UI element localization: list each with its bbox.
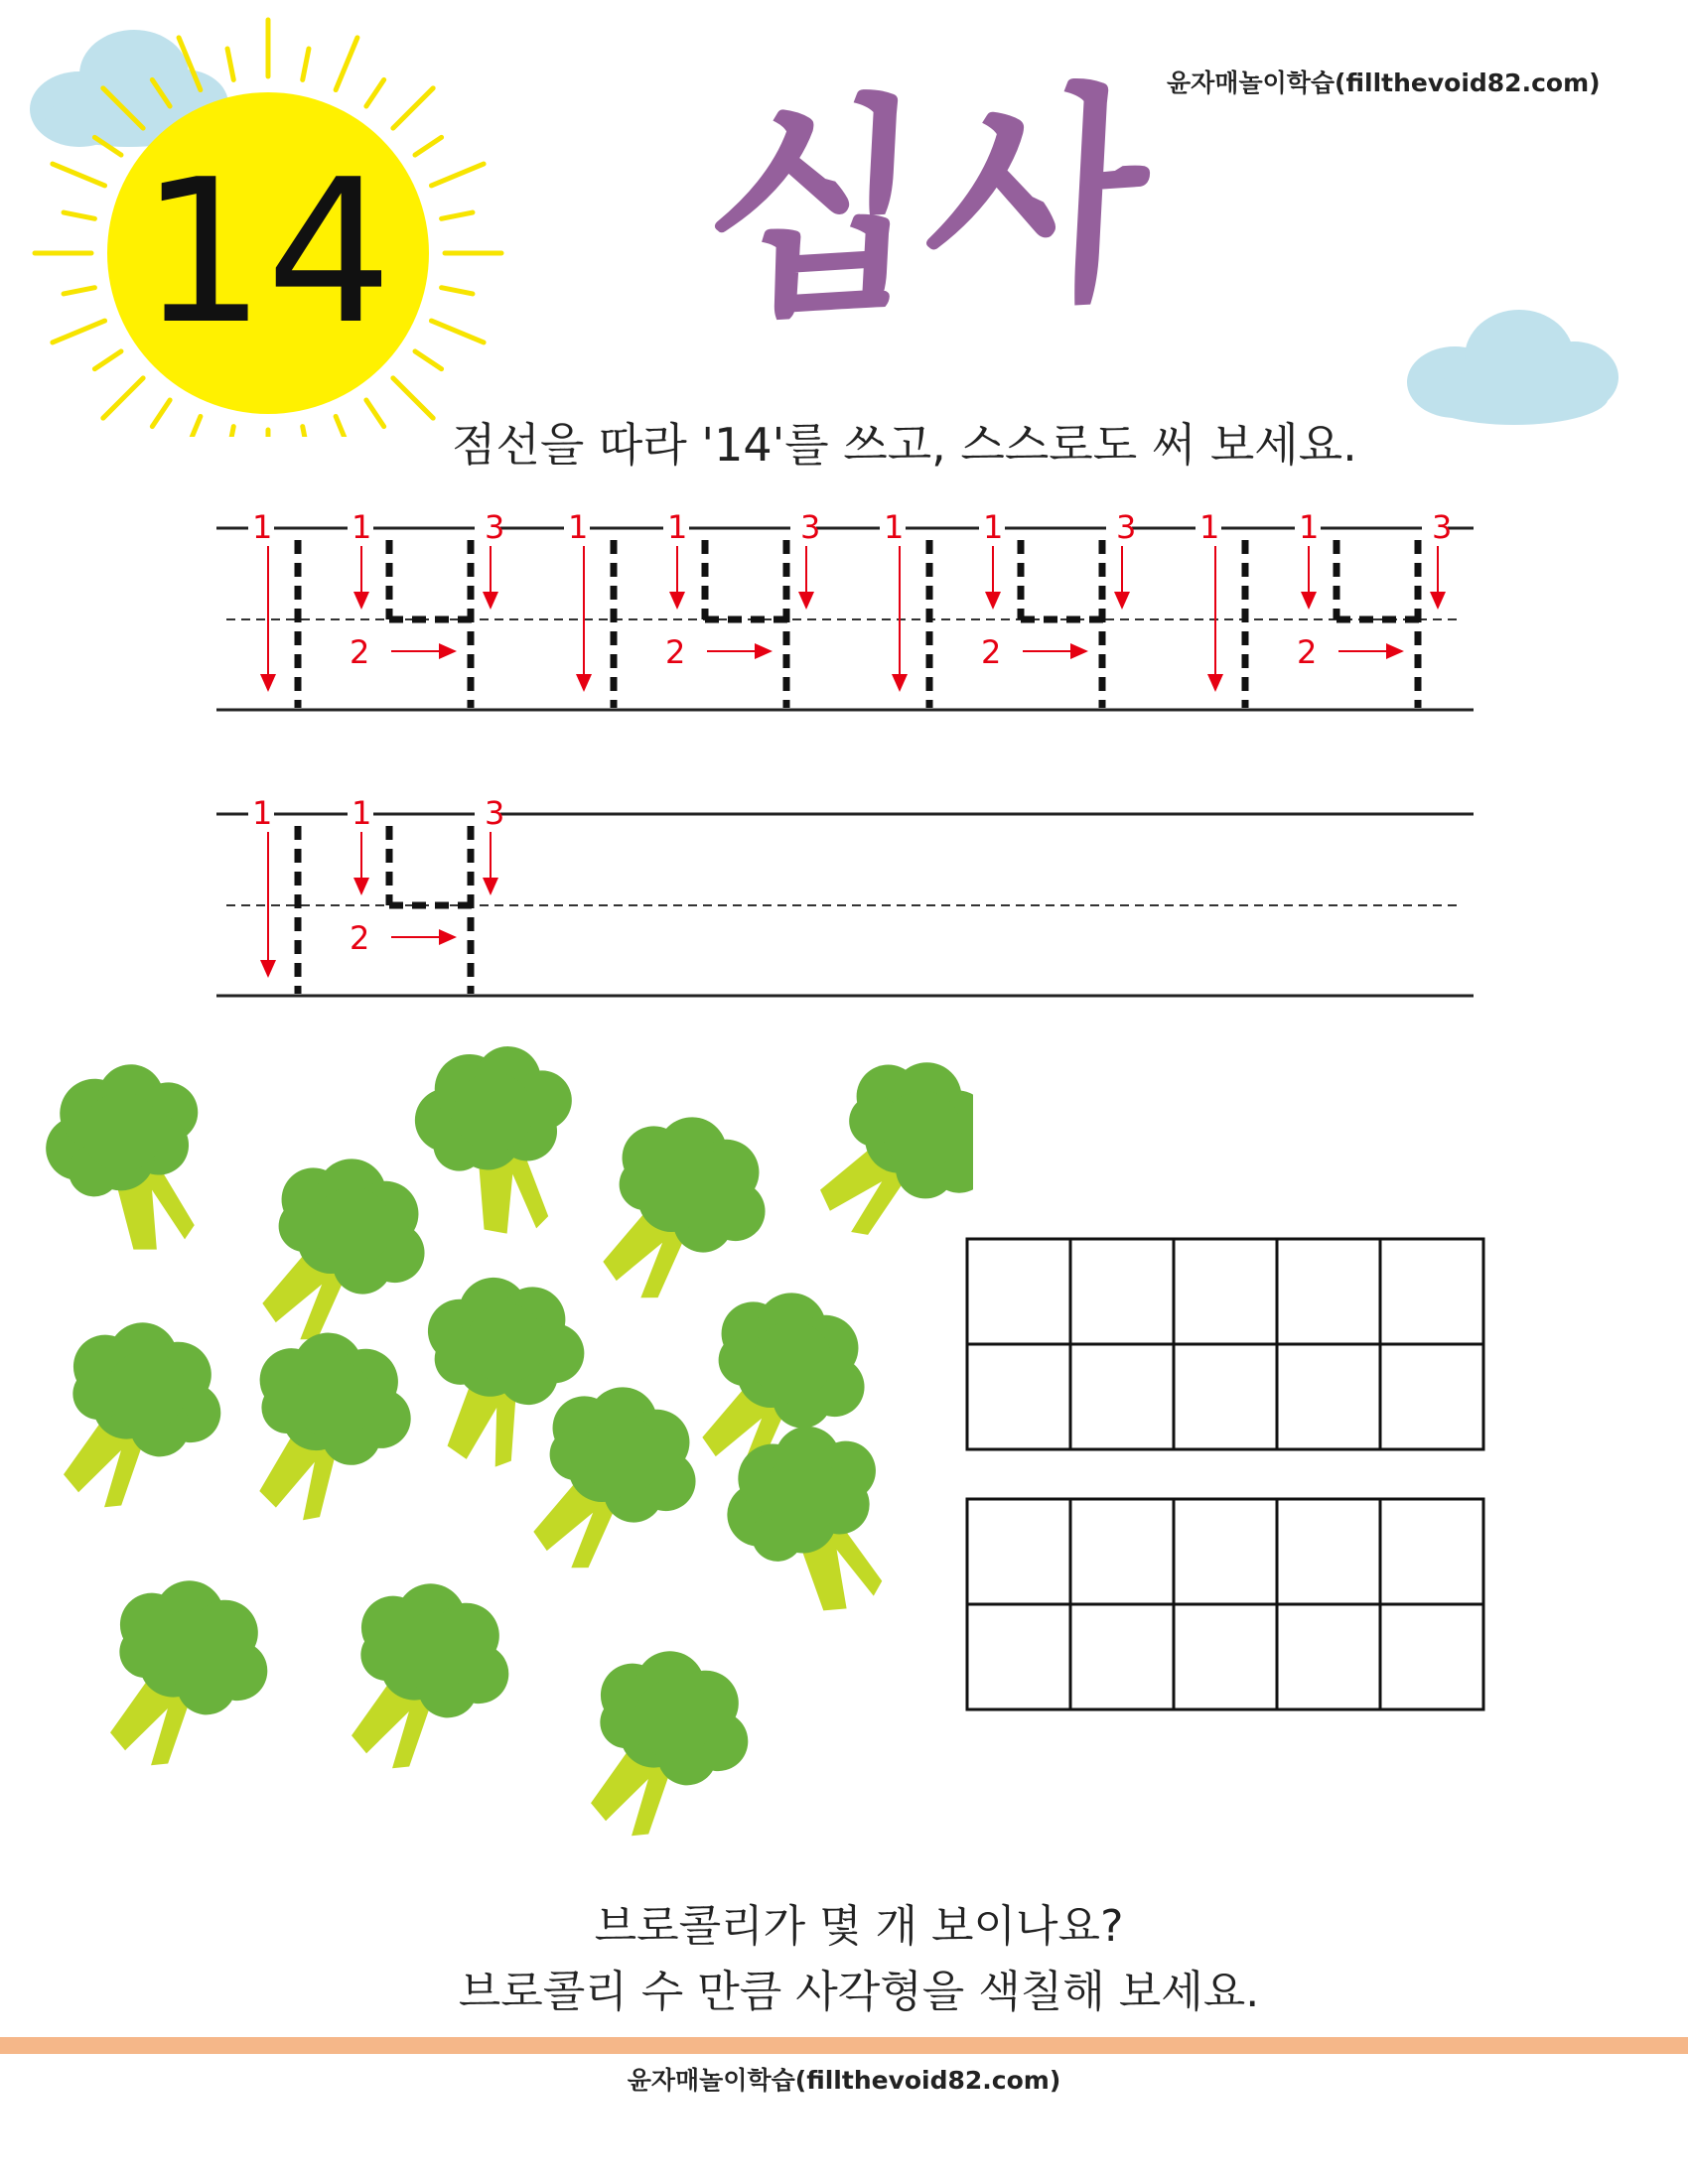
stroke-number: 1 [1299, 508, 1320, 546]
stroke-number: 2 [981, 633, 1002, 671]
frame-cell[interactable] [967, 1604, 1070, 1709]
question-text [0, 1894, 1688, 2025]
frame-cell[interactable] [1070, 1344, 1174, 1449]
traceable-digit[interactable] [880, 508, 1136, 708]
frame-cell[interactable] [1380, 1239, 1483, 1344]
traceable-digit[interactable] [564, 508, 820, 708]
stroke-number: 1 [1199, 508, 1220, 546]
frame-cell[interactable] [1174, 1499, 1277, 1604]
frame-cell[interactable] [1277, 1344, 1380, 1449]
stroke-number: 3 [1432, 508, 1453, 546]
sun-badge [0, 0, 516, 437]
stroke-number: 3 [800, 508, 821, 546]
stroke-number: 3 [485, 794, 505, 832]
page-title: 십사 [696, 62, 1156, 352]
frame-cell[interactable] [967, 1239, 1070, 1344]
broccoli-icon [558, 1088, 794, 1330]
frame-cell[interactable] [1277, 1499, 1380, 1604]
broccoli-icon [779, 1029, 973, 1273]
frame-cell[interactable] [1277, 1239, 1380, 1344]
stroke-number: 1 [983, 508, 1004, 546]
traceable-digit[interactable] [248, 508, 504, 708]
traceable-digit[interactable] [1196, 508, 1452, 708]
stroke-number: 3 [1116, 508, 1137, 546]
broccoli-icon [305, 1558, 535, 1797]
broccoli-icon [211, 1310, 434, 1545]
stroke-number: 1 [667, 508, 688, 546]
traceable-digit[interactable] [248, 794, 504, 994]
question-line-2: 브로콜리 수 만큼 사각형을 색칠해 보세요. [458, 1967, 1260, 2017]
stroke-number: 1 [252, 794, 273, 832]
stroke-number: 2 [350, 633, 370, 671]
frame-cell[interactable] [967, 1344, 1070, 1449]
frame-cell[interactable] [967, 1499, 1070, 1604]
broccoli-icon [27, 1046, 239, 1275]
frame-cell[interactable] [1380, 1499, 1483, 1604]
broccoli-icon [544, 1625, 774, 1864]
ten-frames [953, 1231, 1489, 1727]
stroke-number: 2 [665, 633, 686, 671]
footer-bar [0, 2037, 1688, 2054]
instruction-text: 점선을 따라 '14'를 쓰고, 스스로도 써 보세요. [452, 418, 1357, 472]
frame-cell[interactable] [1070, 1499, 1174, 1604]
ten-frame [967, 1239, 1483, 1449]
tracing-row [216, 508, 1474, 710]
tracing-row [216, 794, 1474, 996]
broccoli-icon [17, 1297, 247, 1536]
stroke-number: 2 [1297, 633, 1318, 671]
frame-cell[interactable] [1174, 1604, 1277, 1709]
stroke-number: 1 [352, 508, 372, 546]
broccoli-icon [404, 1036, 593, 1246]
question-line-1: 브로콜리가 몇 개 보이나요? [594, 1901, 1124, 1952]
stroke-number: 1 [568, 508, 589, 546]
stroke-number: 1 [884, 508, 905, 546]
broccoli-icon [704, 1405, 926, 1639]
frame-cell[interactable] [1277, 1604, 1380, 1709]
frame-cell[interactable] [1174, 1344, 1277, 1449]
ten-frame [967, 1499, 1483, 1709]
stroke-number: 1 [252, 508, 273, 546]
cloud-icon [1400, 298, 1628, 437]
frame-cell[interactable] [1380, 1344, 1483, 1449]
broccoli-icon [64, 1555, 294, 1794]
footer-credit: 윤자매놀이학습(fillthevoid82.com) [627, 2066, 1061, 2095]
frame-cell[interactable] [1174, 1239, 1277, 1344]
broccoli-field [0, 1023, 973, 1886]
stroke-number: 2 [350, 919, 370, 957]
header-credit: 윤자매놀이학습(fillthevoid82.com) [1167, 68, 1601, 97]
stroke-number: 3 [485, 508, 505, 546]
frame-cell[interactable] [1380, 1604, 1483, 1709]
badge-number: 14 [139, 137, 393, 368]
frame-cell[interactable] [1070, 1239, 1174, 1344]
tracing-area [0, 486, 1688, 1023]
frame-cell[interactable] [1070, 1604, 1174, 1709]
stroke-number: 1 [352, 794, 372, 832]
